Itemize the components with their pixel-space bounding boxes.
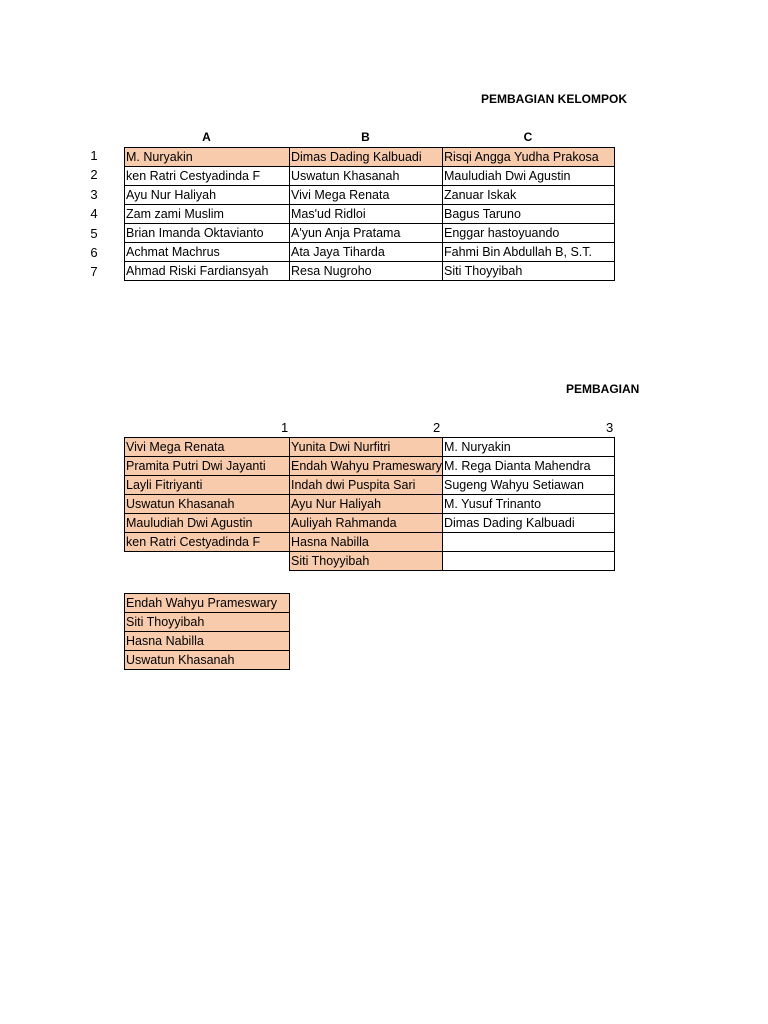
table-cell: Auliyah Rahmanda bbox=[290, 514, 443, 533]
table-cell: Hasna Nabilla bbox=[125, 632, 290, 651]
table-cell: Mauludiah Dwi Agustin bbox=[443, 167, 615, 186]
table-cell: M. Rega Dianta Mahendra bbox=[443, 457, 615, 476]
table-cell: Mauludiah Dwi Agustin bbox=[125, 514, 290, 533]
table-cell-empty bbox=[125, 552, 290, 571]
table-cell: Uswatun Khasanah bbox=[125, 651, 290, 670]
table-cell bbox=[443, 533, 615, 552]
column-number-1: 1 bbox=[281, 420, 289, 435]
row-number: 6 bbox=[90, 245, 98, 260]
table-cell: M. Nuryakin bbox=[125, 148, 290, 167]
table-cell bbox=[443, 552, 615, 571]
table-cell: Uswatun Khasanah bbox=[290, 167, 443, 186]
row-number: 5 bbox=[90, 226, 98, 241]
table-cell: Vivi Mega Renata bbox=[125, 438, 290, 457]
table-cell: Siti Thoyyibah bbox=[290, 552, 443, 571]
table-cell: Resa Nugroho bbox=[290, 262, 443, 281]
table-cell: Brian Imanda Oktavianto bbox=[125, 224, 290, 243]
table-cell: Sugeng Wahyu Setiawan bbox=[443, 476, 615, 495]
table-cell: Layli Fitriyanti bbox=[125, 476, 290, 495]
table-cell: Zam zami Muslim bbox=[125, 205, 290, 224]
table-cell: Achmat Machrus bbox=[125, 243, 290, 262]
table-row bbox=[125, 594, 290, 613]
table-cell: ken Ratri Cestyadinda F bbox=[125, 533, 290, 552]
row-number: 1 bbox=[90, 148, 98, 163]
table-cell: Mas'ud Ridloi bbox=[290, 205, 443, 224]
table-row bbox=[125, 205, 615, 224]
table-row bbox=[125, 495, 615, 514]
table-cell: Vivi Mega Renata bbox=[290, 186, 443, 205]
table-row bbox=[125, 262, 615, 281]
title-pembagian-kelompok: PEMBAGIAN KELOMPOK bbox=[481, 92, 628, 106]
table-row bbox=[125, 552, 615, 571]
column-number-3: 3 bbox=[606, 420, 614, 435]
table-cell: Dimas Dading Kalbuadi bbox=[443, 514, 615, 533]
table-cell: Dimas Dading Kalbuadi bbox=[290, 148, 443, 167]
table-row bbox=[125, 167, 615, 186]
table-cell: Ata Jaya Tiharda bbox=[290, 243, 443, 262]
row-number: 3 bbox=[90, 187, 98, 202]
table-row bbox=[125, 243, 615, 262]
table-cell: Siti Thoyyibah bbox=[125, 613, 290, 632]
table-cell: M. Nuryakin bbox=[443, 438, 615, 457]
table-cell: Ahmad Riski Fardiansyah bbox=[125, 262, 290, 281]
table-row bbox=[125, 476, 615, 495]
table-cell: Uswatun Khasanah bbox=[125, 495, 290, 514]
table-cell: M. Yusuf Trinanto bbox=[443, 495, 615, 514]
table-cell: Bagus Taruno bbox=[443, 205, 615, 224]
table-cell: A'yun Anja Pratama bbox=[290, 224, 443, 243]
table-row bbox=[125, 224, 615, 243]
row-number: 2 bbox=[90, 167, 98, 182]
table-cell: Endah Wahyu Prameswary bbox=[125, 594, 290, 613]
table-row bbox=[125, 438, 615, 457]
title-pembagian: PEMBAGIAN bbox=[566, 382, 640, 396]
table-row bbox=[125, 632, 290, 651]
column-header-c: C bbox=[523, 130, 533, 144]
table-row bbox=[125, 613, 290, 632]
table-cell: Fahmi Bin Abdullah B, S.T. bbox=[443, 243, 615, 262]
table-row bbox=[125, 514, 615, 533]
row-number: 4 bbox=[90, 206, 98, 221]
table-cell: Indah dwi Puspita Sari bbox=[290, 476, 443, 495]
table-cell: Pramita Putri Dwi Jayanti bbox=[125, 457, 290, 476]
table-cell: Ayu Nur Haliyah bbox=[290, 495, 443, 514]
table-cell: Risqi Angga Yudha Prakosa bbox=[443, 148, 615, 167]
group-table-3 bbox=[124, 593, 290, 670]
table-row bbox=[125, 148, 615, 167]
table-cell: Siti Thoyyibah bbox=[443, 262, 615, 281]
table-row bbox=[125, 457, 615, 476]
table-cell: ken Ratri Cestyadinda F bbox=[125, 167, 290, 186]
table-cell: Hasna Nabilla bbox=[290, 533, 443, 552]
table-row bbox=[125, 651, 290, 670]
group-table-2 bbox=[124, 437, 615, 571]
row-number: 7 bbox=[90, 264, 98, 279]
table-row bbox=[125, 533, 615, 552]
group-table-1 bbox=[124, 147, 615, 281]
column-number-2: 2 bbox=[433, 420, 441, 435]
table-row bbox=[125, 186, 615, 205]
table-cell: Enggar hastoyuando bbox=[443, 224, 615, 243]
table-cell: Ayu Nur Haliyah bbox=[125, 186, 290, 205]
table-cell: Yunita Dwi Nurfitri bbox=[290, 438, 443, 457]
column-header-b: B bbox=[361, 130, 370, 144]
column-header-a: A bbox=[202, 130, 211, 144]
table-cell: Zanuar Iskak bbox=[443, 186, 615, 205]
table-cell: Endah Wahyu Prameswary bbox=[290, 457, 443, 476]
